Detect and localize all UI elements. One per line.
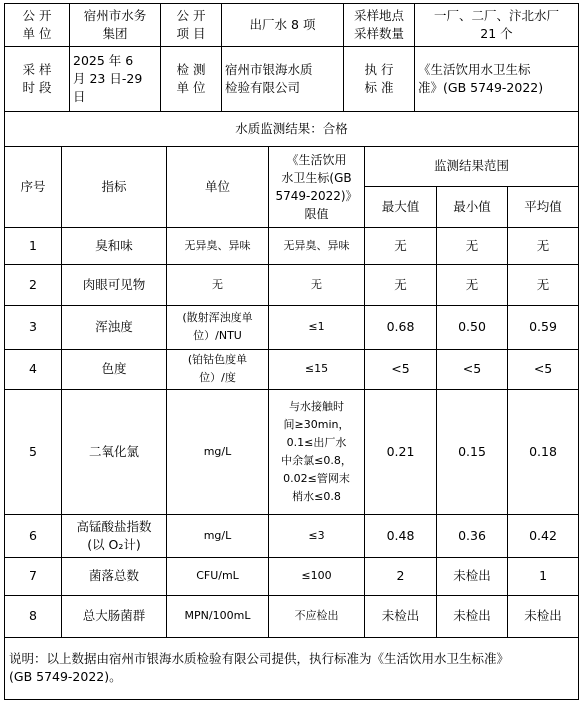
cell-seq: 3 xyxy=(5,305,62,349)
cell-indicator: 二氧化氯 xyxy=(62,389,167,514)
table-row xyxy=(5,305,579,349)
cell-avg: 未检出 xyxy=(508,595,579,637)
col-min: 最小值 xyxy=(437,186,508,227)
cell-unit: 无异臭、异味 xyxy=(167,227,269,264)
cell-max: 0.48 xyxy=(365,514,437,557)
cell-min: 无 xyxy=(437,264,508,305)
cell-min: 未检出 xyxy=(437,595,508,637)
note: 说明：以上数据由宿州市银海水质检验有限公司提供，执行标准为《生活饮用水卫生标准》 (GB 5749-2022)。 xyxy=(5,637,579,699)
info-row-1 xyxy=(5,4,579,47)
cell-avg: 0.42 xyxy=(508,514,579,557)
table-row xyxy=(5,264,579,305)
col-limit: 《生活饮用 水卫生标(GB 5749-2022)》 限值 xyxy=(269,146,365,227)
cell-limit: 无异臭、异味 xyxy=(269,227,365,264)
cell-max: 2 xyxy=(365,557,437,595)
cell-seq: 7 xyxy=(5,557,62,595)
label-item: 公 开 项 目 xyxy=(161,4,222,47)
note-row xyxy=(5,637,579,699)
cell-indicator: 肉眼可见物 xyxy=(62,264,167,305)
cell-limit: ≤1 xyxy=(269,305,365,349)
cell-avg: 1 xyxy=(508,557,579,595)
water-quality-report xyxy=(4,3,578,700)
result-title-row xyxy=(5,112,579,146)
cell-avg: 0.59 xyxy=(508,305,579,349)
results-table xyxy=(4,112,579,700)
cell-avg: 0.18 xyxy=(508,389,579,514)
col-seq: 序号 xyxy=(5,146,62,227)
results-body xyxy=(5,227,579,637)
cell-unit: MPN/100mL xyxy=(167,595,269,637)
cell-limit: ≤3 xyxy=(269,514,365,557)
col-avg: 平均值 xyxy=(508,186,579,227)
col-indicator: 指标 xyxy=(62,146,167,227)
cell-max: 0.68 xyxy=(365,305,437,349)
table-row xyxy=(5,349,579,389)
cell-min: 无 xyxy=(437,227,508,264)
table-row xyxy=(5,557,579,595)
cell-max: 0.21 xyxy=(365,389,437,514)
column-header-row-1 xyxy=(5,146,579,186)
cell-limit: 无 xyxy=(269,264,365,305)
cell-seq: 5 xyxy=(5,389,62,514)
cell-limit: ≤15 xyxy=(269,349,365,389)
label-publisher: 公 开 单 位 xyxy=(5,4,70,47)
cell-avg: 无 xyxy=(508,227,579,264)
cell-max: 无 xyxy=(365,227,437,264)
cell-indicator: 总大肠菌群 xyxy=(62,595,167,637)
col-max: 最大值 xyxy=(365,186,437,227)
cell-max: 无 xyxy=(365,264,437,305)
cell-max: <5 xyxy=(365,349,437,389)
cell-unit: CFU/mL xyxy=(167,557,269,595)
cell-avg: 无 xyxy=(508,264,579,305)
cell-unit: mg/L xyxy=(167,389,269,514)
value-publisher: 宿州市水务 集团 xyxy=(70,4,161,47)
cell-seq: 6 xyxy=(5,514,62,557)
cell-seq: 2 xyxy=(5,264,62,305)
cell-indicator: 浑浊度 xyxy=(62,305,167,349)
cell-seq: 1 xyxy=(5,227,62,264)
cell-unit: (铂钴色度单 位）/度 xyxy=(167,349,269,389)
value-item: 出厂水 8 项 xyxy=(222,4,344,47)
cell-indicator: 菌落总数 xyxy=(62,557,167,595)
cell-limit: 与水接触时 间≥30min， 0.1≤出厂水 中余氯≤0.8， 0.02≤管网末 梢水≤0.8 xyxy=(269,389,365,514)
info-table xyxy=(4,3,579,112)
table-row xyxy=(5,227,579,264)
cell-limit: 不应检出 xyxy=(269,595,365,637)
cell-min: <5 xyxy=(437,349,508,389)
cell-max: 未检出 xyxy=(365,595,437,637)
cell-seq: 8 xyxy=(5,595,62,637)
value-test-unit: 宿州市银海水质 检验有限公司 xyxy=(222,47,344,112)
cell-unit: 无 xyxy=(167,264,269,305)
table-row xyxy=(5,595,579,637)
result-title: 水质监测结果：合格 xyxy=(5,112,579,146)
table-row xyxy=(5,389,579,514)
col-range: 监测结果范围 xyxy=(365,146,579,186)
cell-indicator: 色度 xyxy=(62,349,167,389)
col-unit: 单位 xyxy=(167,146,269,227)
value-sampling-period: 2025 年 6 月 23 日-29 日 xyxy=(70,47,161,112)
label-sampling-site: 采样地点 采样数量 xyxy=(344,4,415,47)
cell-indicator: 高锰酸盐指数 (以 O₂计) xyxy=(62,514,167,557)
label-sampling-period: 采 样 时 段 xyxy=(5,47,70,112)
table-row xyxy=(5,514,579,557)
cell-min: 0.50 xyxy=(437,305,508,349)
label-standard: 执 行 标 准 xyxy=(344,47,415,112)
value-sampling-site: 一厂、二厂、汴北水厂 21 个 xyxy=(415,4,579,47)
value-standard: 《生活饮用水卫生标 准》(GB 5749-2022) xyxy=(415,47,579,112)
label-test-unit: 检 测 单 位 xyxy=(161,47,222,112)
cell-seq: 4 xyxy=(5,349,62,389)
cell-min: 0.36 xyxy=(437,514,508,557)
cell-min: 未检出 xyxy=(437,557,508,595)
cell-unit: mg/L xyxy=(167,514,269,557)
cell-indicator: 臭和味 xyxy=(62,227,167,264)
cell-unit: (散射浑浊度单 位）/NTU xyxy=(167,305,269,349)
cell-min: 0.15 xyxy=(437,389,508,514)
info-row-2 xyxy=(5,47,579,112)
cell-limit: ≤100 xyxy=(269,557,365,595)
cell-avg: <5 xyxy=(508,349,579,389)
